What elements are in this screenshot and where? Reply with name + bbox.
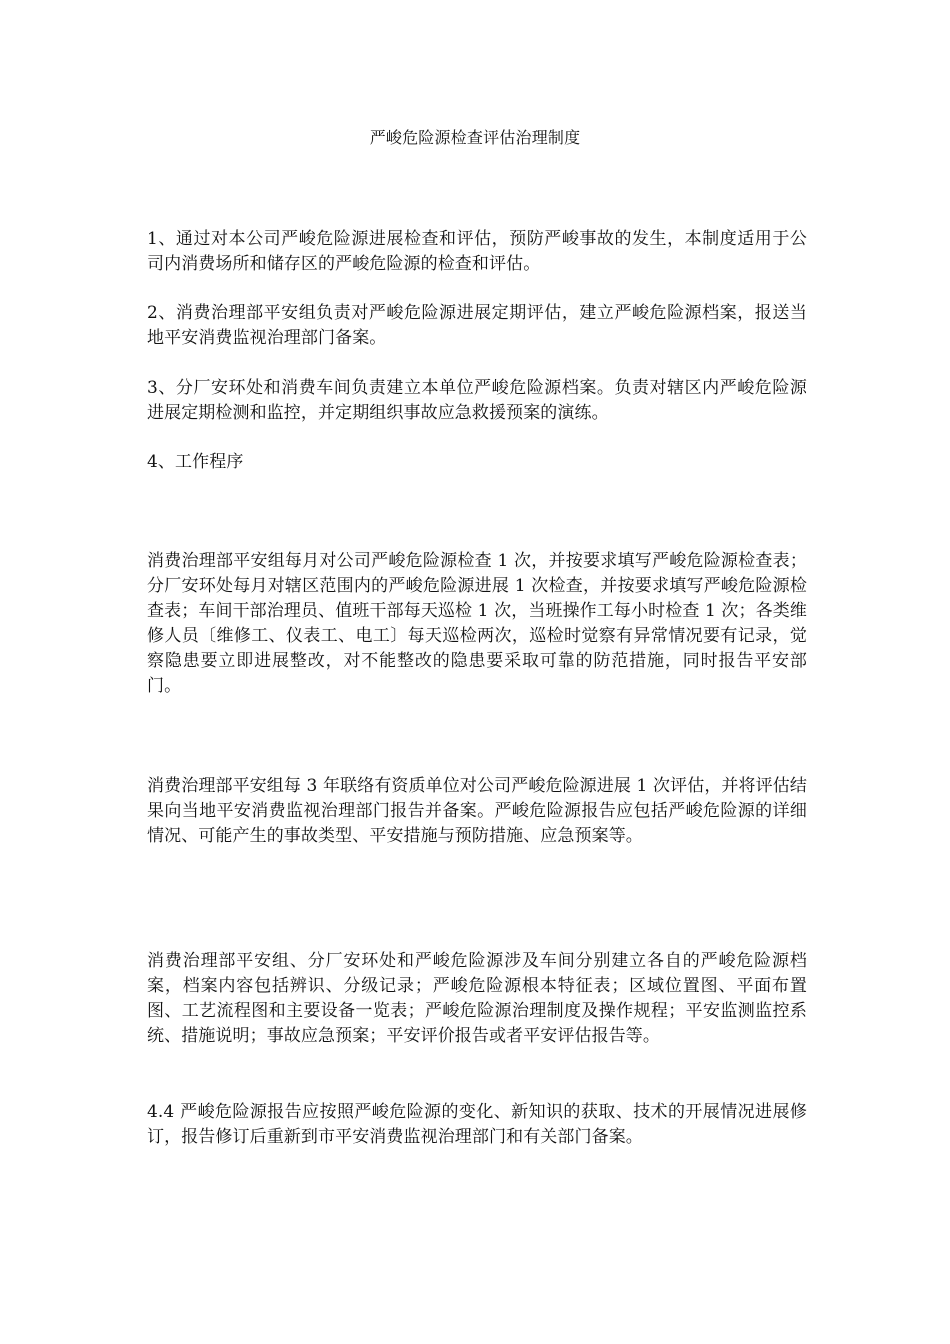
paragraph-evaluation: 消费治理部平安组每 3 年联络有资质单位对公司严峻危险源进展 1 次评估，并将评估结果向当地平安消费监视治理部门报告并备案。严峻危险源报告应包括严峻危险源的详细情况、可能产生的事故类型、平安措施与预防措施、应急预案等。	[147, 776, 807, 846]
document-title: 严峻危险源检查评估治理制度	[369, 128, 581, 147]
paragraph-work-procedure-heading: 4、工作程序	[147, 452, 244, 472]
paragraph-revision: 4.4 严峻危险源报告应按照严峻危险源的变化、新知识的获取、技术的开展情况进展修订，报告修订后重新到市平安消费监视治理部门和有关部门备案。	[147, 1102, 807, 1147]
paragraph-branch-duty: 3、分厂安环处和消费车间负责建立本单位严峻危险源档案。负责对辖区内严峻危险源进展定期检测和监控，并定期组织事故应急救援预案的演练。	[147, 378, 807, 423]
paragraph-archives: 消费治理部平安组、分厂安环处和严峻危险源涉及车间分别建立各自的严峻危险源档案，档案内容包括辨识、分级记录；严峻危险源根本特征表；区域位置图、平面布置图、工艺流程图和主要设备一览表；严峻危险源治理制度及操作规程；平安监测监控系统、措施说明；事故应急预案；平安评价报告或者平安评估报告等。	[147, 951, 807, 1046]
paragraph-safety-group-duty: 2、消费治理部平安组负责对严峻危险源进展定期评估，建立严峻危险源档案，报送当地平安消费监视治理部门备案。	[147, 303, 807, 348]
paragraph-inspection: 消费治理部平安组每月对公司严峻危险源检查 1 次，并按要求填写严峻危险源检查表；分厂安环处每月对辖区范围内的严峻危险源进展 1 次检查，并按要求填写严峻危险源检查表；车间干部治理员、值班干部每天巡检 1 次，当班操作工每小时检查 1 次；各类维修人员〔维修工、仪表工、电工〕每天巡检两次，巡检时觉察有异常情况要有记录，觉察隐患要立即进展整改，对不能整改的隐患要采取可靠的防范措施，同时报告平安部门。	[147, 551, 807, 696]
paragraph-scope: 1、通过对本公司严峻危险源进展检查和评估，预防严峻事故的发生，本制度适用于公司内消费场所和储存区的严峻危险源的检查和评估。	[147, 229, 807, 274]
